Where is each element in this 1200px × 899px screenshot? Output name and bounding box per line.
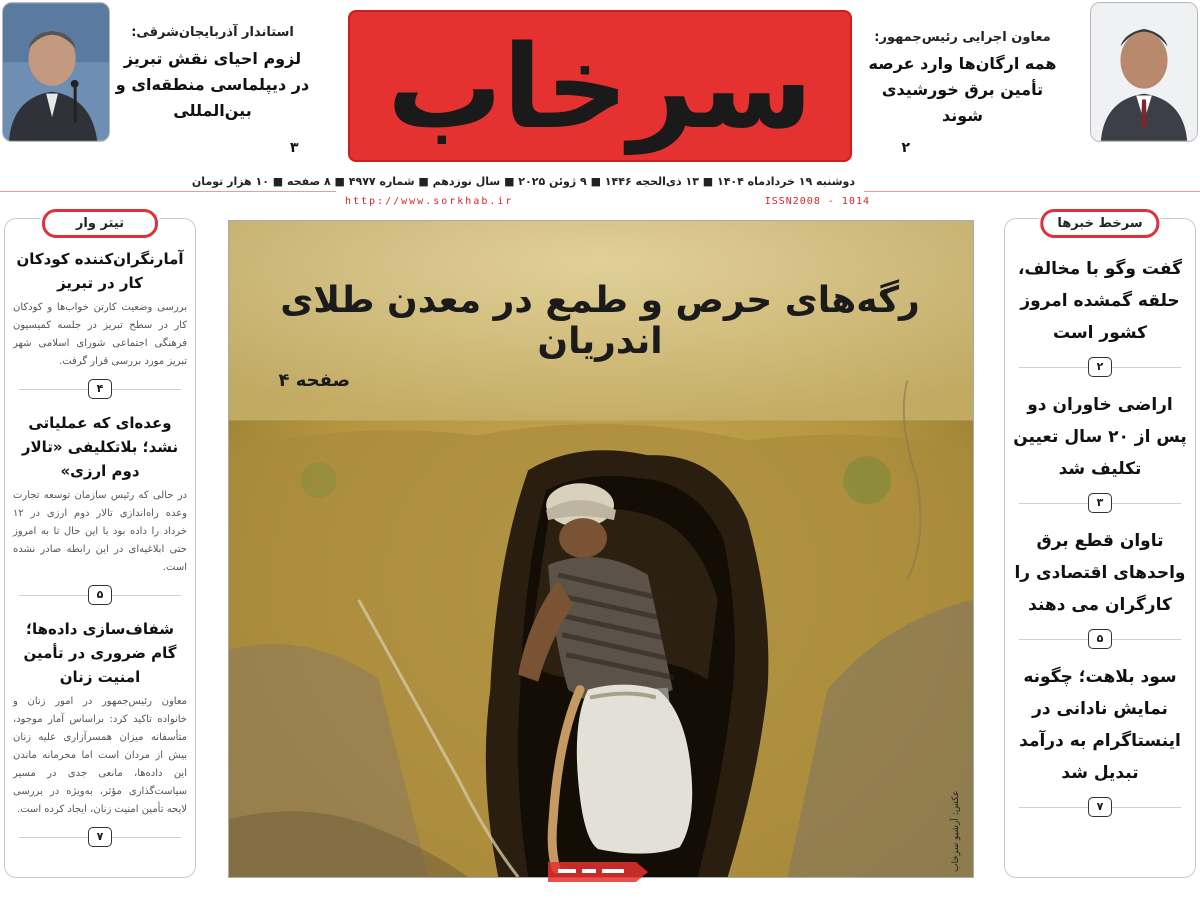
brief-title[interactable]: آمارنگران‌کننده کودکان کار در تبریز	[16, 250, 184, 292]
page-badge: ۵	[13, 585, 187, 607]
header-divider	[864, 191, 1200, 192]
portrait-photo-left	[2, 2, 110, 142]
url-row	[345, 196, 870, 208]
newspaper-header	[0, 0, 1200, 207]
brief-body: بررسی وضعیت کارتن خواب‌ها و کودکان کار در سطح تبریز در جلسه کمیسیون فرهنگی اجتماعی شورای اسلامی شهر تبریز مورد بررسی قرار گرفت.	[13, 302, 187, 367]
brief-title[interactable]: شفاف‌سازی داده‌ها؛ گام ضروری در تأمین امنیت زنان	[23, 620, 177, 686]
column-tab-label: سرخط خبرها	[1040, 209, 1159, 238]
logo-wordmark	[350, 12, 850, 160]
masthead-text: سرخاب	[387, 20, 813, 155]
issn-number: ISSN2008 - 1014	[764, 196, 870, 207]
website-link[interactable]: http://www.sorkhab.ir	[345, 196, 514, 207]
lead-story-left[interactable]	[115, 25, 310, 124]
main-headline[interactable]: رگه‌های حرص و طمع در معدن طلای اندریان	[280, 280, 920, 362]
pishkhan-watermark	[548, 858, 648, 886]
page-badge: ۷	[13, 827, 187, 849]
page-badge: ۷	[1013, 797, 1187, 819]
page-badge: ۵	[1013, 629, 1187, 651]
page-badge: ۳	[1013, 493, 1187, 515]
lead-page-number: ۳	[290, 140, 299, 156]
masthead-logo[interactable]	[348, 10, 852, 162]
news-item-title[interactable]: اراضی خاوران دو پس از ۲۰ سال تعیین تکلیف شد	[1013, 395, 1187, 479]
column-tab-label: تیتر وار	[42, 209, 158, 238]
brief-title[interactable]: وعده‌ای که عملیاتی نشد؛ بلاتکلیفی «تالار دوم ارزی»	[21, 414, 179, 480]
lead-page-number: ۲	[901, 140, 910, 156]
briefs-column	[4, 218, 196, 878]
lead-kicker: معاون اجرایی رئیس‌جمهور:	[874, 30, 1051, 45]
news-item-title[interactable]: تاوان قطع برق واحدهای اقتصادی را کارگران می دهند	[1014, 531, 1186, 615]
issue-dateline: دوشنبه ۱۹ خردادماه ۱۴۰۴ ■ ۱۳ ذی‌الحجه ۱۴۴۶ ■ ۹ ژوئن ۲۰۲۵ ■ سال نوزدهم ■ شماره ۴۹۷۷ ■ ۸ صفحه ■ ۱۰ هزار تومان	[191, 175, 855, 188]
headlines-column	[1004, 218, 1196, 878]
photo-credit: عکس: آرشیو سرخاب	[951, 790, 961, 872]
lead-story-right[interactable]	[865, 30, 1060, 129]
brief-body: معاون رئیس‌جمهور در امور زنان و خانواده تاکید کرد: براساس آمار موجود، متأسفانه میزان همسرآزاری علیه زنان بیش از مردان است اما محرمانه ماندن این داده‌ها، مانعی جدی در مسیر سیاست‌گذاری مؤثر، به‌ویژه در بررسی لایحه تأمین امنیت زنان، ایجاد کرده است.	[13, 696, 187, 815]
news-item-title[interactable]: سود بلاهت؛ چگونه نمایش نادانی در اینستاگرام به درآمد تبدیل شد	[1019, 667, 1181, 783]
news-item-title[interactable]: گفت وگو با مخالف، حلقه گمشده امروز کشور است	[1018, 259, 1182, 343]
brief-body: در حالی که رئیس سازمان توسعه تجارت وعده راه‌اندازی تالار دوم ارزی در ۱۲ خرداد را داده بود با این حال تا به امروز حتی ابلاغیه‌ای در این رابطه صادر نشده است.	[13, 490, 187, 573]
lead-title[interactable]: لزوم احیای نقش تبریز در دیپلماسی منطقه‌ای و بین‌المللی	[115, 49, 310, 120]
portrait-photo-right	[1090, 2, 1198, 142]
page-badge: ۲	[1013, 357, 1187, 379]
header-divider	[0, 191, 336, 192]
main-page-ref: صفحه ۴	[278, 370, 350, 391]
lead-kicker: استاندار آذربایجان‌شرقی:	[131, 25, 294, 40]
page-badge: ۴	[13, 379, 187, 401]
lead-title[interactable]: همه ارگان‌ها وارد عرصه تأمین برق خورشیدی شوند	[868, 54, 1057, 125]
